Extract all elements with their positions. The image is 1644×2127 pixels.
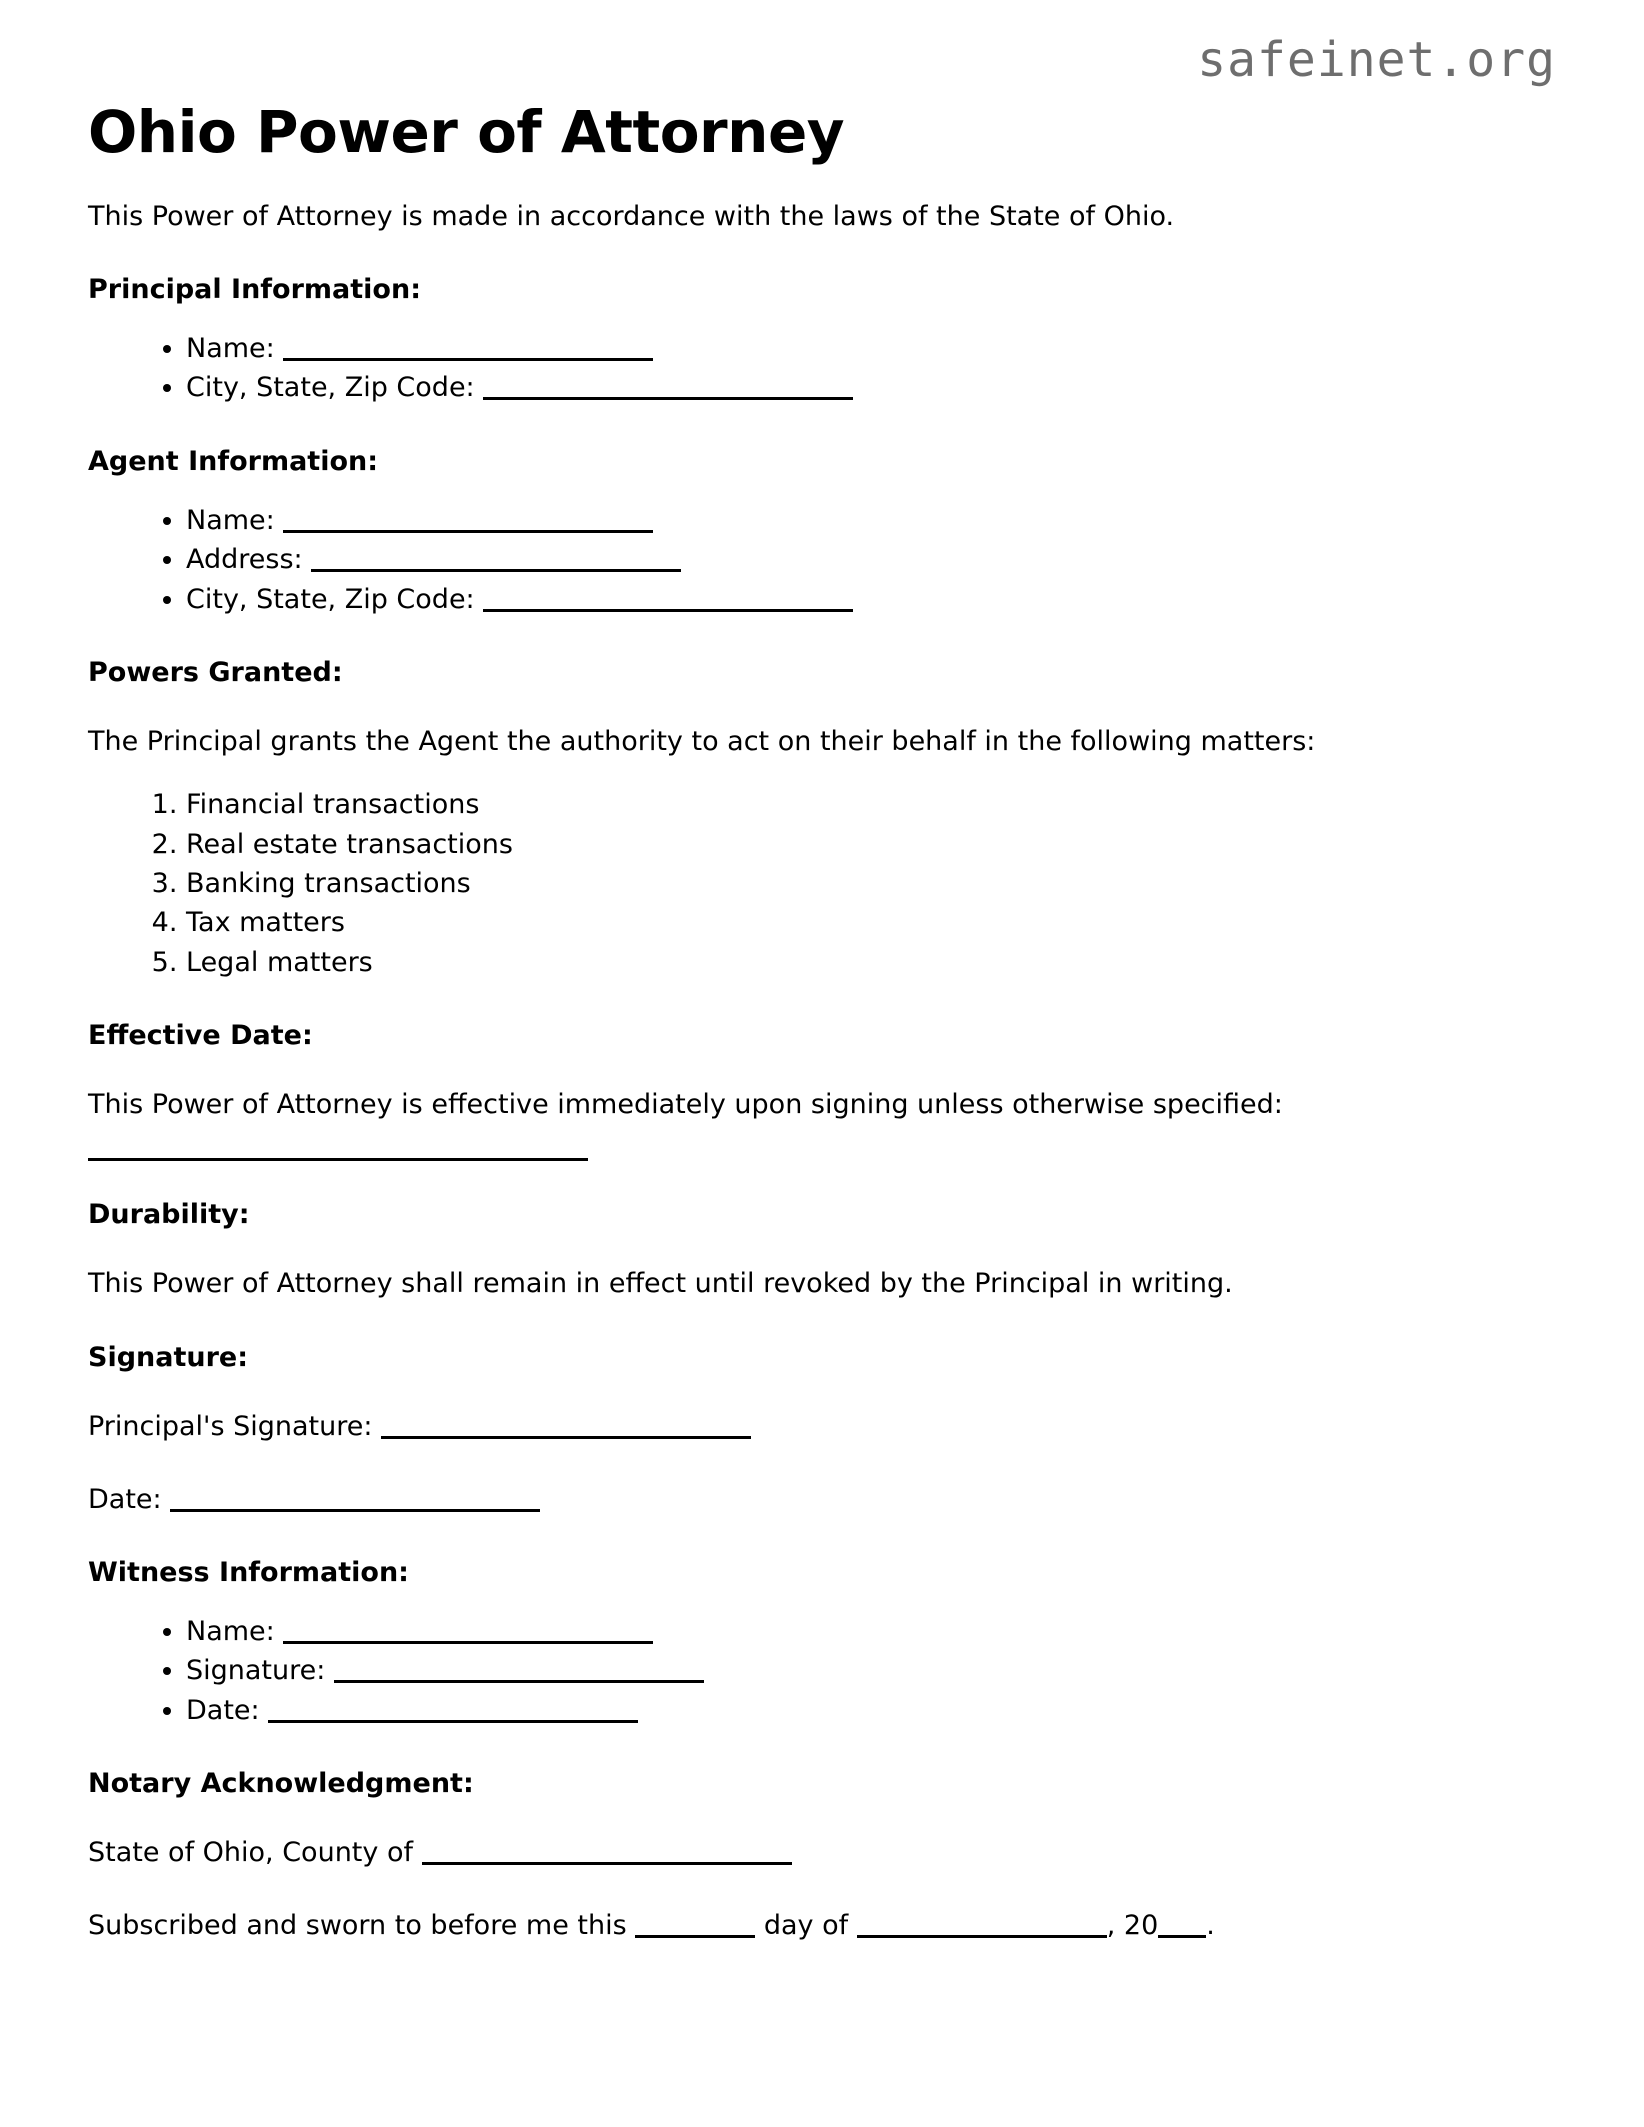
field-label: Name: xyxy=(186,1615,275,1647)
principal-city-state-zip-blank[interactable] xyxy=(483,397,853,400)
principal-name-blank[interactable] xyxy=(283,358,653,361)
notary-year-blank[interactable] xyxy=(1158,1935,1206,1938)
section-heading-principal: Principal Information: xyxy=(88,274,422,306)
principal-signature-date-blank[interactable] xyxy=(170,1509,540,1512)
site-watermark: safeinet.org xyxy=(1197,32,1556,88)
list-item xyxy=(186,1612,1556,1651)
notary-state-county-row xyxy=(88,1833,1556,1872)
principal-signature-date-row xyxy=(88,1480,1556,1519)
field-label: City, State, Zip Code: xyxy=(186,583,475,615)
intro-paragraph: This Power of Attorney is made in accordance with the laws of the State of Ohio. xyxy=(88,200,1175,232)
section-heading-durability: Durability: xyxy=(88,1199,250,1231)
notary-state-county-label: State of Ohio, County of xyxy=(88,1837,413,1869)
section-heading-notary: Notary Acknowledgment: xyxy=(88,1768,474,1800)
principal-signature-row xyxy=(88,1407,1556,1446)
notary-sworn-label: Subscribed and sworn to before me this xyxy=(88,1910,627,1942)
agent-city-state-zip-blank[interactable] xyxy=(483,609,853,612)
principal-field-list xyxy=(88,329,1556,408)
witness-signature-blank[interactable] xyxy=(334,1680,704,1683)
notary-day-blank[interactable] xyxy=(635,1935,755,1938)
section-heading-powers-granted: Powers Granted: xyxy=(88,657,343,689)
powers-intro-paragraph: The Principal grants the Agent the authority to act on their behalf in the following matters: xyxy=(88,726,1316,758)
notary-sworn-mid-label: day of xyxy=(763,1910,849,1942)
notary-sworn-suffix: . xyxy=(1206,1910,1215,1942)
list-item xyxy=(186,1691,1556,1730)
field-label: Signature: xyxy=(186,1655,326,1687)
list-item xyxy=(186,368,1556,407)
field-label: City, State, Zip Code: xyxy=(186,372,475,404)
field-label: Date: xyxy=(88,1483,162,1515)
field-label: Address: xyxy=(186,544,303,576)
notary-sworn-row xyxy=(88,1906,1556,1945)
section-heading-agent: Agent Information: xyxy=(88,445,379,477)
list-item: 5. Legal matters xyxy=(186,943,1556,982)
field-label: Principal's Signature: xyxy=(88,1410,373,1442)
list-item xyxy=(186,329,1556,368)
list-item xyxy=(186,501,1556,540)
notary-year-prefix: , 20 xyxy=(1106,1910,1159,1942)
agent-address-blank[interactable] xyxy=(311,569,681,572)
agent-name-blank[interactable] xyxy=(283,530,653,533)
page-title: Ohio Power of Attorney xyxy=(88,98,845,166)
field-label: Date: xyxy=(186,1694,260,1726)
powers-granted-list xyxy=(88,785,1556,982)
list-item: 1. Financial transactions xyxy=(186,785,1556,824)
principal-signature-blank[interactable] xyxy=(381,1436,751,1439)
witness-date-blank[interactable] xyxy=(268,1720,638,1723)
list-item: 2. Real estate transactions xyxy=(186,825,1556,864)
notary-county-blank[interactable] xyxy=(422,1862,792,1865)
section-heading-effective-date: Effective Date: xyxy=(88,1020,313,1052)
witness-field-list xyxy=(88,1612,1556,1730)
notary-month-blank[interactable] xyxy=(857,1935,1107,1938)
effective-date-paragraph: This Power of Attorney is effective immediately upon signing unless otherwise specified: xyxy=(88,1089,1283,1121)
durability-paragraph: This Power of Attorney shall remain in effect until revoked by the Principal in writing. xyxy=(88,1268,1233,1300)
list-item: 3. Banking transactions xyxy=(186,864,1556,903)
field-label: Name: xyxy=(186,504,275,536)
list-item xyxy=(186,580,1556,619)
witness-name-blank[interactable] xyxy=(283,1641,653,1644)
section-heading-witness: Witness Information: xyxy=(88,1556,409,1588)
list-item: 4. Tax matters xyxy=(186,903,1556,942)
field-label: Name: xyxy=(186,333,275,365)
agent-field-list xyxy=(88,501,1556,619)
effective-date-blank[interactable] xyxy=(88,1158,588,1161)
section-heading-signature: Signature: xyxy=(88,1341,249,1373)
list-item xyxy=(186,540,1556,579)
list-item xyxy=(186,1651,1556,1690)
